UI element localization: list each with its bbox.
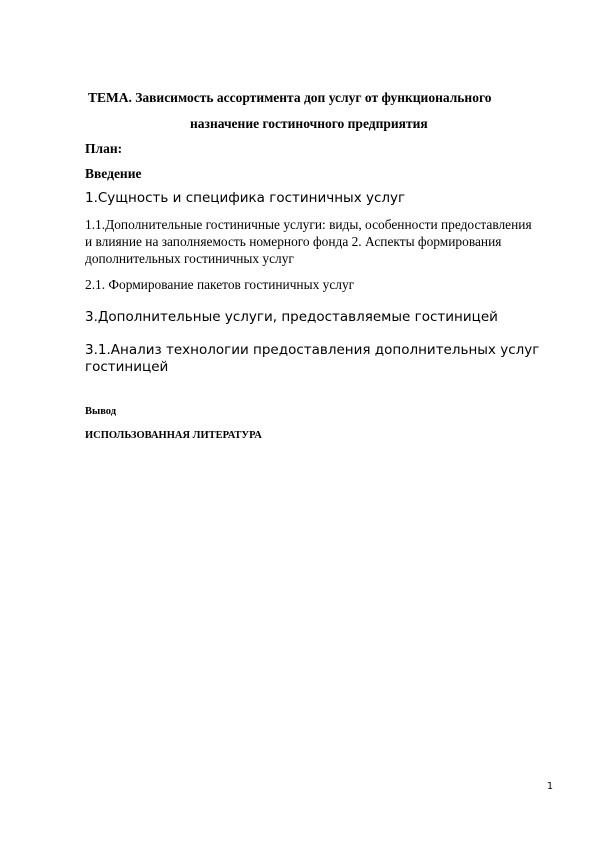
section-1-1-line-2: и влияние на заполняемость номерного фонда 2. Аспекты формирования <box>85 234 502 249</box>
section-1-1-line-1: 1.1.Дополнительные гостиничные услуги: виды, особенности предоставления <box>85 217 532 232</box>
section-2-1: 2.1. Формирование пакетов гостиничных услуг <box>85 277 355 292</box>
section-1: 1.Сущность и специфика гостиничных услуг <box>85 190 406 206</box>
section-3-1-line-2: гостиницей <box>85 359 169 375</box>
title-line-1: ТЕМА. Зависимость ассортимента доп услуг от функционального <box>88 90 492 105</box>
literature-heading: ИСПОЛЬЗОВАННАЯ ЛИТЕРАТУРА <box>85 430 262 441</box>
section-3-1-line-1: 3.1.Анализ технологии предоставления дополнительных услуг <box>85 342 540 358</box>
section-3: 3.Дополнительные услуги, предоставляемые гостиницей <box>85 309 498 325</box>
page-number: 1 <box>547 781 554 792</box>
section-1-1-line-3: дополнительных гостиничных услуг <box>85 251 294 266</box>
conclusion-heading: Вывод <box>85 406 117 417</box>
plan-heading: План: <box>85 141 123 156</box>
title-line-2: назначение гостиночного предприятия <box>190 116 428 131</box>
intro-heading: Введение <box>85 166 142 181</box>
